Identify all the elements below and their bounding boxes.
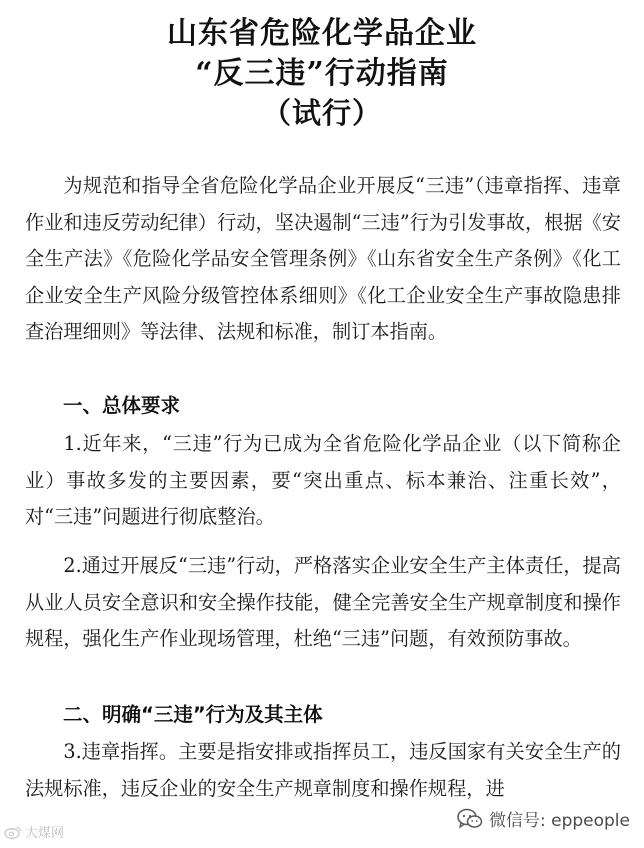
section-heading-2: 二、明确“三违”行为及其主体 bbox=[63, 703, 323, 726]
paragraph-1: 1.近年来，“三违”行为已成为全省危险化学品企业（以下简称企业）事故多发的主要因素，要“突出重点、标本兼治、注重长效”，对“三违”问题进行彻底整治。 bbox=[25, 432, 621, 528]
intro-paragraph: 为规范和指导全省危险化学品企业开展反“三违”（违章指挥、违章作业和违反劳动纪律）行动，坚决遏制“三违”行为引发事故，根据《安全生产法》《危险化学品安全管理条例》《山东省安全生产条例》《化工企业安全生产风险分级管控体系细则》《化工企业安全生产事故隐患排查治理细则》等法律、法规和标准，制订本指南。 bbox=[25, 174, 621, 343]
document-title-line-3: （试行） bbox=[261, 96, 382, 130]
document-title-line-1: 山东省危险化学品企业 bbox=[167, 16, 477, 51]
document-title-line-2: “反三违”行动指南 bbox=[195, 56, 449, 91]
watermark-left-text: 大煤网 bbox=[25, 826, 65, 841]
source-watermark-left bbox=[4, 822, 64, 841]
wechat-id-text: 微信号: eppeople bbox=[488, 811, 630, 831]
wechat-icon bbox=[457, 808, 483, 830]
section-heading-1: 一、总体要求 bbox=[63, 394, 181, 417]
wechat-watermark bbox=[457, 806, 630, 831]
weibo-icon bbox=[4, 825, 22, 839]
paragraph-2: 2.通过开展反“三违”行动，严格落实企业安全生产主体责任，提高从业人员安全意识和安全操作技能，健全完善安全生产规章制度和操作规程，强化生产作业现场管理，杜绝“三违”问题，有效预防事故。 bbox=[25, 554, 621, 650]
paragraph-3: 3.违章指挥。主要是指安排或指挥员工，违反国家有关安全生产的法规标准，违反企业的安全生产规章制度和操作规程，进 bbox=[25, 740, 621, 800]
